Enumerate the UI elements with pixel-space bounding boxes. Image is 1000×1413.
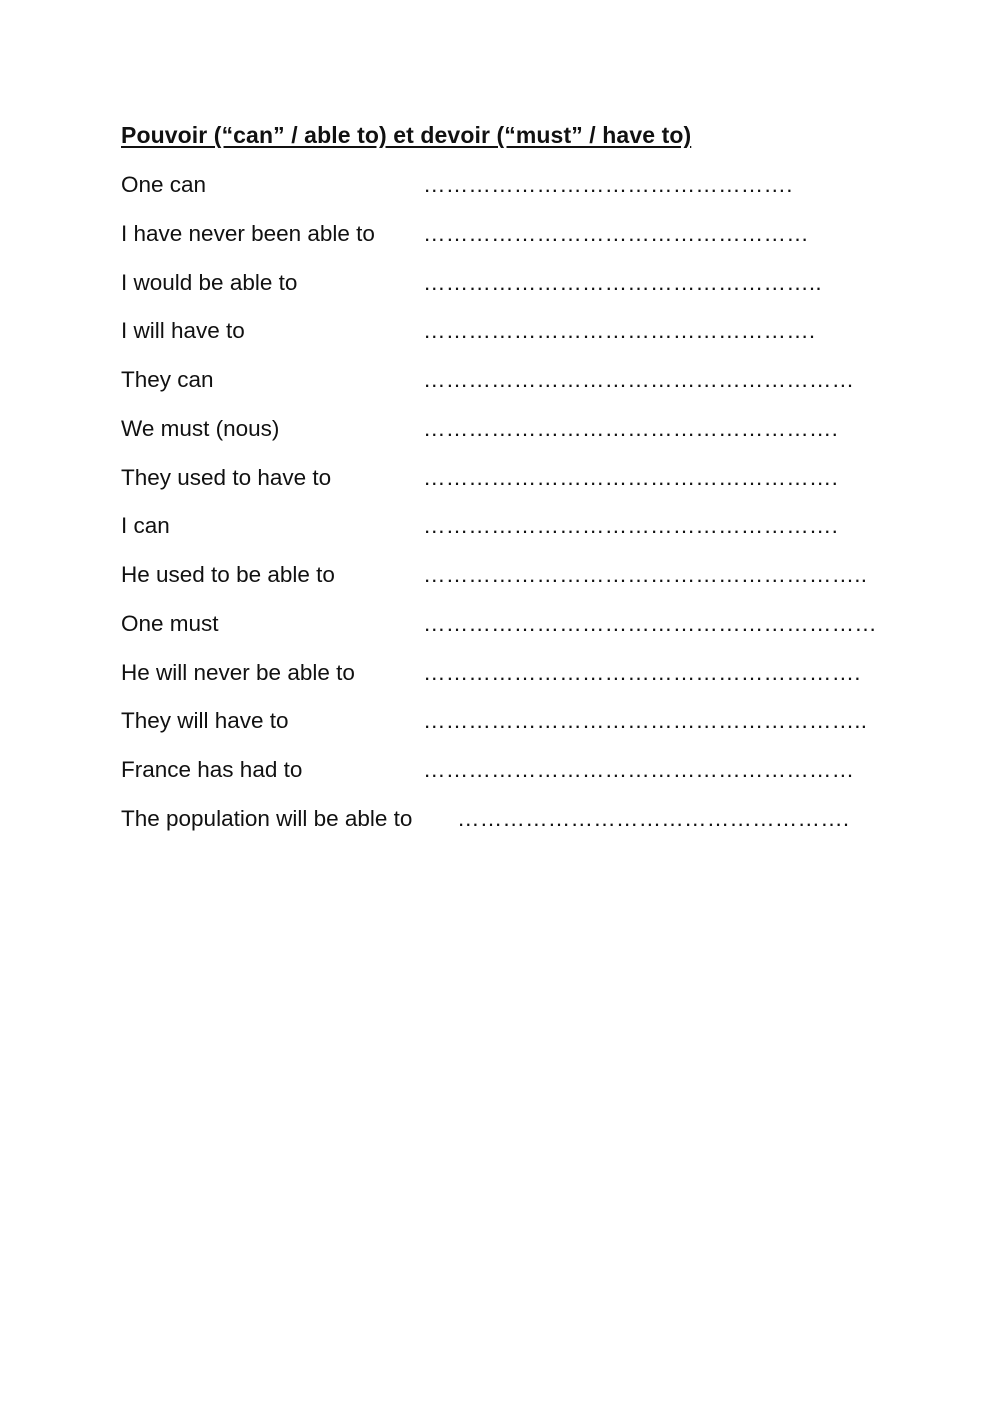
answer-blank[interactable]: ……………………………………………….: [423, 465, 839, 490]
prompt-label: I will have to: [121, 318, 245, 343]
worksheet-title: Pouvoir (“can” / able to) et devoir (“must” / have to): [121, 122, 692, 148]
prompt-label: The population will be able to: [121, 806, 413, 831]
exercise-row: [121, 172, 881, 204]
answer-blank[interactable]: …………………………………………………: [423, 367, 855, 392]
exercise-row: [121, 708, 881, 740]
exercise-row: [121, 757, 881, 789]
exercise-row: [121, 562, 881, 594]
prompt-label: He will never be able to: [121, 660, 355, 685]
answer-blank[interactable]: …………………………………………….: [423, 318, 816, 343]
exercise-row: [121, 465, 881, 497]
answer-blank[interactable]: …………………………………………………..: [423, 562, 868, 587]
answer-blank[interactable]: ……………………………………………..: [423, 270, 822, 295]
exercise-row: [121, 513, 881, 545]
prompt-label: They will have to: [121, 708, 289, 733]
prompt-label: I have never been able to: [121, 221, 375, 246]
exercise-row: [121, 416, 881, 448]
prompt-label: One must: [121, 611, 219, 636]
prompt-label: We must (nous): [121, 416, 280, 441]
answer-blank[interactable]: ………………………………………….: [423, 172, 793, 197]
prompt-label: I can: [121, 513, 170, 538]
answer-blank[interactable]: ……………………………………………: [423, 221, 809, 246]
answer-blank[interactable]: ……………………………………………….: [423, 416, 839, 441]
answer-blank[interactable]: …………………………………………………: [423, 757, 855, 782]
exercise-row: [121, 806, 881, 838]
answer-blank[interactable]: ……………………………………………………: [423, 611, 877, 636]
prompt-label: One can: [121, 172, 207, 197]
exercise-row: [121, 611, 881, 643]
exercise-row: [121, 270, 881, 302]
exercise-row: [121, 221, 881, 253]
exercise-row: [121, 660, 881, 692]
prompt-label: He used to be able to: [121, 562, 335, 587]
answer-blank[interactable]: …………………………………………….: [457, 806, 850, 831]
exercise-row: [121, 318, 881, 350]
answer-blank[interactable]: …………………………………………………..: [423, 708, 868, 733]
prompt-label: They used to have to: [121, 465, 332, 490]
answer-blank[interactable]: ……………………………………………….: [423, 513, 839, 538]
prompt-label: I would be able to: [121, 270, 298, 295]
prompt-label: France has had to: [121, 757, 303, 782]
exercise-row: [121, 367, 881, 399]
prompt-label: They can: [121, 367, 214, 392]
answer-blank[interactable]: ………………………………………………….: [423, 660, 861, 685]
